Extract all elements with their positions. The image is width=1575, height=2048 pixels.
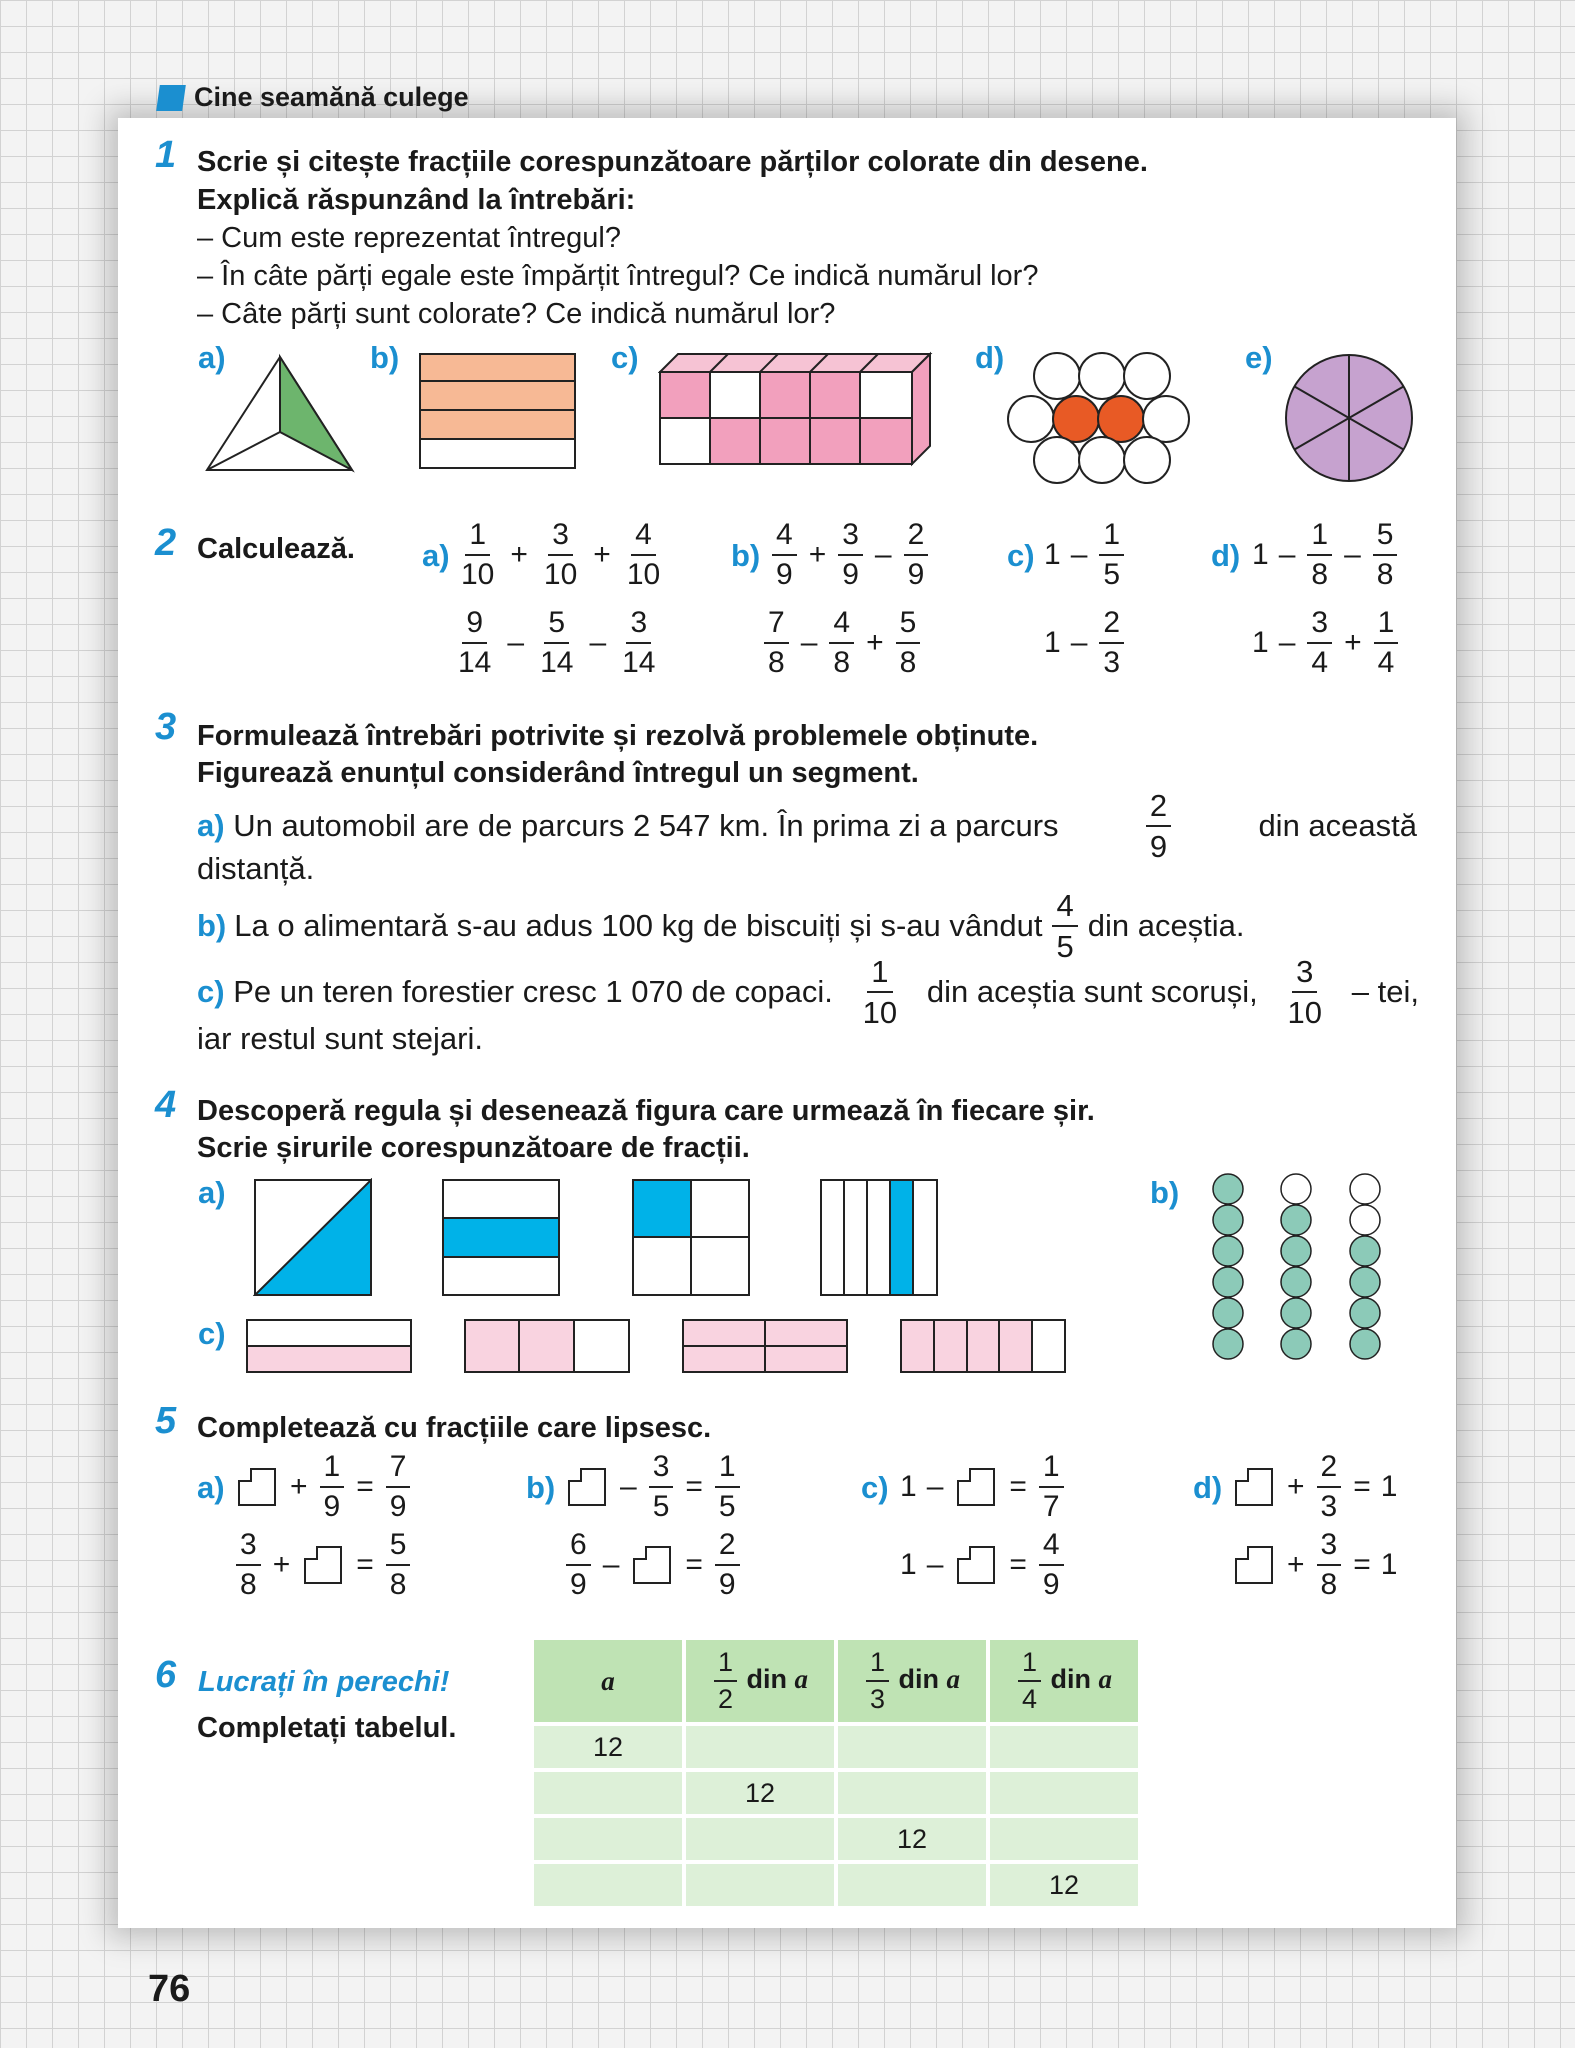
numerator: 3	[626, 608, 651, 644]
denominator: 9	[1149, 829, 1168, 864]
numerator: 3	[548, 520, 573, 556]
ex3-instruction-1: Formulează întrebări potrivite și rezolvă problemele obținute.	[197, 720, 1039, 752]
operator: –	[1344, 538, 1361, 571]
integer: 1	[900, 1470, 917, 1503]
numerator: 3	[1292, 956, 1317, 993]
answer-box[interactable]	[957, 1546, 995, 1584]
section-title	[158, 82, 469, 113]
ex3-c-text4: iar restul sunt stejari.	[197, 1021, 483, 1056]
header-half	[686, 1640, 834, 1722]
operator: –	[1070, 538, 1088, 571]
operator: =	[1353, 1548, 1371, 1581]
exercise-1-number: 1	[155, 134, 177, 176]
integer: 1	[1044, 538, 1061, 571]
ex2-b-expr-1	[770, 520, 930, 590]
ex2-a-expr-1	[455, 520, 666, 590]
ex2-d-expr-2	[1252, 608, 1400, 678]
denominator: 8	[1320, 1568, 1338, 1601]
numerator: 4	[1039, 1530, 1064, 1566]
ex6-title: Lucrați în perechi!	[198, 1666, 450, 1698]
operator: =	[1353, 1470, 1371, 1503]
denominator: 8	[240, 1568, 257, 1601]
denominator: 10	[1287, 995, 1322, 1030]
denominator: 9	[1042, 1568, 1060, 1601]
denominator: 3	[1103, 646, 1121, 679]
variable-a: a	[601, 1665, 615, 1696]
operator: –	[1278, 538, 1296, 571]
denominator: 9	[776, 558, 793, 591]
answer-box[interactable]	[633, 1546, 671, 1584]
fraction	[838, 520, 863, 590]
numerator: 4	[829, 608, 854, 644]
table-cell[interactable]	[686, 1726, 834, 1768]
ex3-c-text3: – tei,	[1351, 974, 1419, 1009]
ex1-label-e: e)	[1245, 340, 1273, 375]
ex1-prism-figure	[658, 350, 933, 475]
table-cell[interactable]	[686, 1864, 834, 1906]
numerator: 1	[1374, 608, 1399, 644]
ex4-label-c: c)	[198, 1316, 226, 1351]
fraction	[1283, 956, 1325, 1028]
table-cell[interactable]: 12	[534, 1726, 682, 1768]
fraction	[1099, 520, 1124, 590]
integer: 1	[900, 1548, 917, 1581]
fraction	[714, 1649, 737, 1713]
denominator: 5	[652, 1490, 670, 1523]
denominator: 3	[869, 1684, 885, 1714]
ex1-label-b: b)	[370, 340, 400, 375]
ex3-label-b: b)	[197, 908, 227, 943]
numerator: 7	[764, 608, 789, 644]
ex4-label-a: a)	[198, 1175, 226, 1210]
numerator: 2	[1146, 790, 1171, 827]
ex3-a-text1: Un automobil are de parcurs 2 547 km. În prima zi a parcurs	[233, 808, 1059, 843]
operator: –	[800, 626, 818, 659]
ex1-label-a: a)	[198, 340, 226, 375]
variable-a: a	[794, 1664, 809, 1695]
denominator: 7	[1042, 1490, 1060, 1523]
operator: –	[1070, 626, 1088, 659]
table-cell[interactable]	[534, 1864, 682, 1906]
integer: 1	[1252, 626, 1269, 659]
denominator: 8	[1311, 558, 1329, 591]
denominator: 2	[717, 1684, 733, 1714]
fraction	[457, 520, 498, 590]
ex5-d-expr-2	[1231, 1530, 1397, 1600]
fraction	[1317, 1452, 1342, 1522]
fraction	[540, 520, 581, 590]
ex1-circles-figure	[1005, 350, 1205, 485]
din-word: din	[898, 1664, 940, 1695]
page-number: 76	[148, 1968, 191, 2010]
operator: =	[356, 1548, 374, 1581]
ex6-table	[530, 1636, 1142, 1910]
fraction	[829, 608, 854, 678]
fraction	[566, 1530, 591, 1600]
ex4-label-b: b)	[1150, 1175, 1180, 1210]
din-word: din	[1050, 1664, 1092, 1695]
ex6-table-wrap	[530, 1636, 1142, 1910]
numerator: 4	[631, 520, 656, 556]
table-cell[interactable]	[990, 1726, 1138, 1768]
operator: +	[866, 626, 884, 659]
ex1-pie-figure	[1283, 352, 1415, 484]
numerator: 5	[386, 1530, 411, 1566]
exercise-6-number: 6	[155, 1654, 177, 1696]
ex5-title: Completează cu fracțiile care lipsesc.	[197, 1412, 712, 1444]
fraction	[1374, 608, 1399, 678]
answer-box[interactable]	[568, 1468, 606, 1506]
ex2-label-a: a)	[422, 538, 450, 573]
header-a	[534, 1640, 682, 1722]
table-cell[interactable]: 12	[990, 1864, 1138, 1906]
numerator: 5	[544, 608, 569, 644]
denominator: 14	[458, 646, 492, 679]
table-cell[interactable]	[990, 1772, 1138, 1814]
fraction	[623, 520, 664, 590]
denominator: 8	[833, 646, 851, 679]
exercise-3-number: 3	[155, 706, 177, 748]
header-quarter	[990, 1640, 1138, 1722]
ex4-a-sequence	[253, 1178, 943, 1298]
answer-box[interactable]	[1235, 1468, 1273, 1506]
ex3-label-a: a)	[197, 808, 225, 843]
numerator: 3	[649, 1452, 674, 1488]
table-row	[534, 1818, 1138, 1860]
numerator: 2	[715, 1530, 740, 1566]
denominator: 10	[862, 995, 898, 1030]
ex4-c-sequence	[243, 1318, 1068, 1376]
operator: =	[1009, 1470, 1027, 1503]
fraction	[454, 608, 495, 678]
numerator: 2	[1317, 1452, 1342, 1488]
numerator: 1	[866, 1649, 889, 1682]
operator: –	[926, 1470, 944, 1503]
numerator: 1	[465, 520, 490, 556]
operator: –	[1278, 626, 1296, 659]
table-row	[534, 1772, 1138, 1814]
numerator: 4	[1052, 890, 1077, 927]
fraction	[1018, 1649, 1041, 1713]
denominator: 10	[543, 558, 578, 591]
ex5-label-a: a)	[197, 1470, 225, 1505]
denominator: 9	[842, 558, 859, 591]
operator: =	[1009, 1548, 1027, 1581]
table-row	[534, 1726, 1138, 1768]
table-cell[interactable]	[534, 1818, 682, 1860]
integer: 1	[1380, 1470, 1398, 1503]
denominator: 8	[389, 1568, 407, 1601]
denominator: 9	[718, 1568, 736, 1601]
table-cell[interactable]	[534, 1772, 682, 1814]
section-title-text: Cine seamănă culege	[194, 82, 469, 112]
variable-a: a	[946, 1664, 961, 1695]
ex5-label-d: d)	[1193, 1470, 1223, 1505]
operator: +	[1287, 1548, 1305, 1581]
ex2-d-expr-1	[1252, 520, 1399, 590]
ex2-label-d: d)	[1211, 538, 1241, 573]
table-row	[534, 1864, 1138, 1906]
fraction	[1052, 890, 1077, 962]
denominator: 5	[1056, 929, 1074, 964]
numerator: 1	[715, 1452, 740, 1488]
operator: +	[1287, 1470, 1305, 1503]
operator: +	[808, 538, 827, 571]
fraction	[536, 608, 577, 678]
numerator: 1	[1099, 520, 1124, 556]
fraction	[904, 520, 929, 590]
fraction	[386, 1452, 411, 1522]
ex4-instruction-2: Scrie șirurile corespunzătoare de fracții.	[197, 1132, 750, 1164]
table-cell[interactable]	[990, 1818, 1138, 1860]
numerator: 6	[566, 1530, 591, 1566]
ex3-b-text1: La o alimentară s-au adus 100 kg de biscuiți și s-au vândut	[234, 908, 1043, 943]
numerator: 3	[1307, 608, 1332, 644]
numerator: 3	[838, 520, 863, 556]
operator: +	[593, 538, 611, 571]
answer-box[interactable]	[1235, 1546, 1273, 1584]
ex4-b-bead-columns	[1210, 1170, 1385, 1365]
operator: –	[589, 626, 607, 659]
ex2-label-b: b)	[731, 538, 761, 573]
fraction	[764, 608, 789, 678]
ex3-b-text2: din aceștia.	[1087, 908, 1245, 943]
fraction	[1099, 608, 1124, 678]
ex3-label-c: c)	[197, 974, 225, 1009]
ex2-c-expr-1	[1044, 520, 1126, 590]
fraction	[772, 520, 797, 590]
numerator: 1	[1018, 1649, 1041, 1682]
fraction	[866, 1649, 889, 1713]
operator: –	[926, 1548, 944, 1581]
ex2-a-expr-2	[452, 608, 662, 678]
ex5-a-expr-1	[234, 1452, 412, 1522]
ex3-problem-c-line1	[197, 956, 1419, 1028]
fraction	[618, 608, 659, 678]
ex1-label-d: d)	[975, 340, 1005, 375]
denominator: 8	[899, 646, 917, 679]
denominator: 9	[570, 1568, 587, 1601]
ex3-c-text1: Pe un teren forestier cresc 1 070 de copaci.	[233, 974, 833, 1009]
numerator: 4	[772, 520, 797, 556]
denominator: 3	[1320, 1490, 1338, 1523]
variable-a: a	[1098, 1664, 1113, 1695]
numerator: 7	[386, 1452, 411, 1488]
operator: –	[602, 1548, 620, 1581]
table-cell[interactable]	[686, 1818, 834, 1860]
ex1-triangle-figure	[200, 352, 360, 474]
numerator: 3	[236, 1530, 261, 1566]
operator: =	[685, 1548, 703, 1581]
fraction	[1373, 520, 1398, 590]
denominator: 8	[768, 646, 785, 679]
fraction	[1146, 790, 1171, 862]
numerator: 1	[1307, 520, 1332, 556]
denominator: 14	[540, 646, 574, 679]
fraction	[1307, 608, 1332, 678]
denominator: 10	[461, 558, 495, 591]
numerator: 1	[714, 1649, 737, 1682]
numerator: 1	[867, 956, 892, 993]
ex1-question-3: – Câte părți sunt colorate? Ce indică numărul lor?	[197, 298, 836, 330]
operator: –	[620, 1470, 637, 1503]
exercise-2-number: 2	[155, 522, 177, 564]
denominator: 5	[718, 1490, 736, 1523]
denominator: 5	[1103, 558, 1121, 591]
numerator: 5	[1373, 520, 1398, 556]
integer: 1	[1252, 538, 1269, 571]
operator: –	[874, 538, 892, 571]
denominator: 4	[1311, 646, 1329, 679]
fraction	[715, 1452, 740, 1522]
exercise-5-number: 5	[155, 1400, 177, 1442]
header-third	[838, 1640, 986, 1722]
table-header-row	[534, 1640, 1138, 1722]
denominator: 4	[1021, 1684, 1037, 1714]
ex5-c-expr-2	[900, 1530, 1066, 1600]
fraction	[1317, 1530, 1342, 1600]
denominator: 8	[1376, 558, 1394, 591]
exercise-4-number: 4	[155, 1084, 177, 1126]
square-bullet-icon	[156, 85, 186, 111]
ex3-problem-a-line1	[197, 790, 1417, 862]
ex5-a-expr-2	[234, 1530, 412, 1600]
ex1-question-2: – În câte părți egale este împărțit întregul? Ce indică numărul lor?	[197, 260, 1039, 292]
fraction	[320, 1452, 345, 1522]
answer-box[interactable]	[957, 1468, 995, 1506]
ex5-b-expr-2	[564, 1530, 742, 1600]
numerator: 9	[462, 608, 487, 644]
table-cell[interactable]	[838, 1726, 986, 1768]
ex2-b-expr-2	[762, 608, 922, 678]
exercise-2-title: Calculează.	[197, 533, 355, 565]
answer-box[interactable]	[304, 1546, 342, 1584]
operator: +	[272, 1548, 291, 1581]
ex6-subtitle: Completați tabelul.	[197, 1712, 457, 1744]
fraction	[1039, 1452, 1064, 1522]
denominator: 10	[626, 558, 661, 591]
denominator: 4	[1377, 646, 1395, 679]
numerator: 1	[1039, 1452, 1064, 1488]
operator: –	[507, 626, 525, 659]
table-cell[interactable]	[838, 1772, 986, 1814]
fraction	[715, 1530, 740, 1600]
ex4-instruction-1: Descoperă regula și desenează figura care urmează în fiecare șir.	[197, 1095, 1095, 1127]
ex1-rectangle-figure	[418, 352, 578, 472]
operator: =	[685, 1470, 703, 1503]
denominator: 9	[323, 1490, 341, 1523]
fraction	[1039, 1530, 1064, 1600]
denominator: 14	[622, 646, 656, 679]
ex2-c-expr-2	[1044, 608, 1126, 678]
table-cell[interactable]: 12	[686, 1772, 834, 1814]
ex1-question-1: – Cum este reprezentat întregul?	[197, 222, 621, 254]
operator: +	[1344, 626, 1362, 659]
operator: +	[290, 1470, 308, 1503]
exercise-1-text	[197, 143, 1427, 333]
fraction	[1307, 520, 1332, 590]
fraction	[896, 608, 921, 678]
numerator: 5	[896, 608, 921, 644]
ex3-instruction-2: Figurează enunțul considerând întregul un segment.	[197, 757, 919, 789]
din-word: din	[746, 1664, 788, 1695]
ex5-c-expr-1	[900, 1452, 1066, 1522]
operator: +	[510, 538, 528, 571]
ex3-a-text2: din această	[1258, 808, 1417, 843]
operator: =	[356, 1470, 374, 1503]
numerator: 2	[904, 520, 929, 556]
fraction	[859, 956, 901, 1028]
ex5-label-c: c)	[861, 1470, 889, 1505]
ex5-d-expr-1	[1231, 1452, 1397, 1522]
fraction	[236, 1530, 261, 1600]
ex1-instruction-2: Explică răspunzând la întrebări:	[197, 184, 636, 216]
ex5-b-expr-1	[564, 1452, 742, 1522]
numerator: 2	[1099, 608, 1124, 644]
ex1-instruction-1: Scrie și citește fracțiile corespunzătoare părților colorate din desene.	[197, 146, 1148, 178]
ex5-label-b: b)	[526, 1470, 556, 1505]
ex1-label-c: c)	[611, 340, 639, 375]
ex3-problem-b	[197, 890, 1245, 962]
table-cell[interactable]: 12	[838, 1818, 986, 1860]
integer: 1	[1380, 1548, 1398, 1581]
numerator: 1	[320, 1452, 345, 1488]
integer: 1	[1044, 626, 1061, 659]
ex3-c-text2: din aceștia sunt scoruși,	[926, 974, 1258, 1009]
ex2-label-c: c)	[1007, 538, 1035, 573]
table-cell[interactable]	[838, 1864, 986, 1906]
denominator: 9	[907, 558, 925, 591]
fraction	[649, 1452, 674, 1522]
fraction	[386, 1530, 411, 1600]
answer-box[interactable]	[238, 1468, 276, 1506]
denominator: 9	[389, 1490, 407, 1523]
numerator: 3	[1317, 1530, 1342, 1566]
ex3-a-text3: distanță.	[197, 851, 315, 886]
